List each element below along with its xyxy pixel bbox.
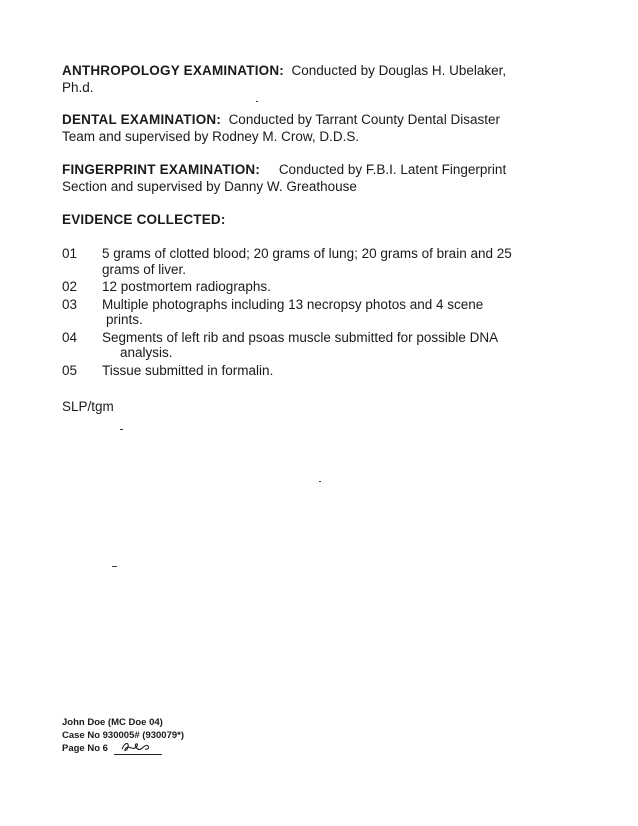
list-item-text-line1: Segments of left rib and psoas muscle submitted for possible DNA (102, 329, 499, 345)
footer-subject: John Doe (MC Doe 04) (62, 717, 163, 728)
list-item-number: 04 (62, 329, 78, 345)
handwritten-initials (114, 744, 162, 755)
fingerprint-text-cont: Section and supervised by Danny W. Greathouse (62, 179, 357, 194)
footer-page-number: Page No 6 (62, 743, 108, 754)
list-item (62, 363, 582, 379)
list-item-number: 05 (62, 362, 78, 378)
list-item-text (102, 297, 582, 328)
list-item-number: 02 (62, 279, 78, 294)
list-item-text-line1: 5 grams of clotted blood; 20 grams of lung; 20 grams of brain and 25 (102, 246, 512, 261)
list-item-text (102, 363, 582, 379)
typist-initials-section (62, 398, 582, 415)
list-item-text (102, 279, 582, 295)
anthropology-text: Conducted by Douglas H. Ubelaker, (291, 63, 507, 78)
fingerprint-section (62, 161, 582, 195)
list-item-number: 01 (62, 246, 78, 261)
fingerprint-text: Conducted by F.B.I. Latent Fingerprint (278, 162, 507, 177)
evidence-heading: EVIDENCE COLLECTED: (62, 212, 226, 227)
fingerprint-heading: FINGERPRINT EXAMINATION: (62, 162, 261, 177)
evidence-list (62, 246, 582, 380)
scan-speck (319, 481, 321, 482)
footer-page-line (62, 742, 184, 755)
evidence-section (62, 211, 582, 228)
anthropology-section (62, 62, 582, 96)
list-item-text-line2: analysis. (120, 345, 173, 360)
list-item-text-line2: grams of liver. (102, 261, 187, 277)
list-item (62, 297, 582, 328)
footer-case-number: Case No 930005# (930079*) (62, 730, 185, 741)
scan-speck (256, 101, 258, 102)
footer-block (62, 716, 184, 755)
list-item-text (102, 246, 582, 277)
list-item-text-line1: Multiple photographs including 13 necropsy photos and 4 scene (102, 296, 484, 312)
list-item (62, 246, 582, 277)
list-item-text-line1: 12 postmortem radiographs. (102, 279, 271, 294)
scan-speck (120, 429, 123, 430)
dental-text-cont: Team and supervised by Rodney M. Crow, D.D.S. (62, 129, 360, 144)
dental-section (62, 111, 582, 145)
list-item (62, 330, 582, 361)
dental-heading: DENTAL EXAMINATION: (62, 112, 222, 127)
anthropology-text-cont: Ph.d. (62, 80, 94, 95)
signature-scribble-icon (120, 740, 156, 754)
dental-text: Conducted by Tarrant County Dental Disaster (228, 112, 500, 127)
scan-speck (112, 566, 117, 567)
list-item-text-line1: Tissue submitted in formalin. (102, 362, 274, 378)
typist-initials: SLP/tgm (62, 399, 114, 414)
anthropology-heading: ANTHROPOLOGY EXAMINATION: (62, 63, 285, 78)
list-item-text-line2: prints. (106, 312, 143, 327)
list-item-number: 03 (62, 296, 78, 312)
list-item-text (102, 330, 582, 361)
list-item (62, 279, 582, 295)
